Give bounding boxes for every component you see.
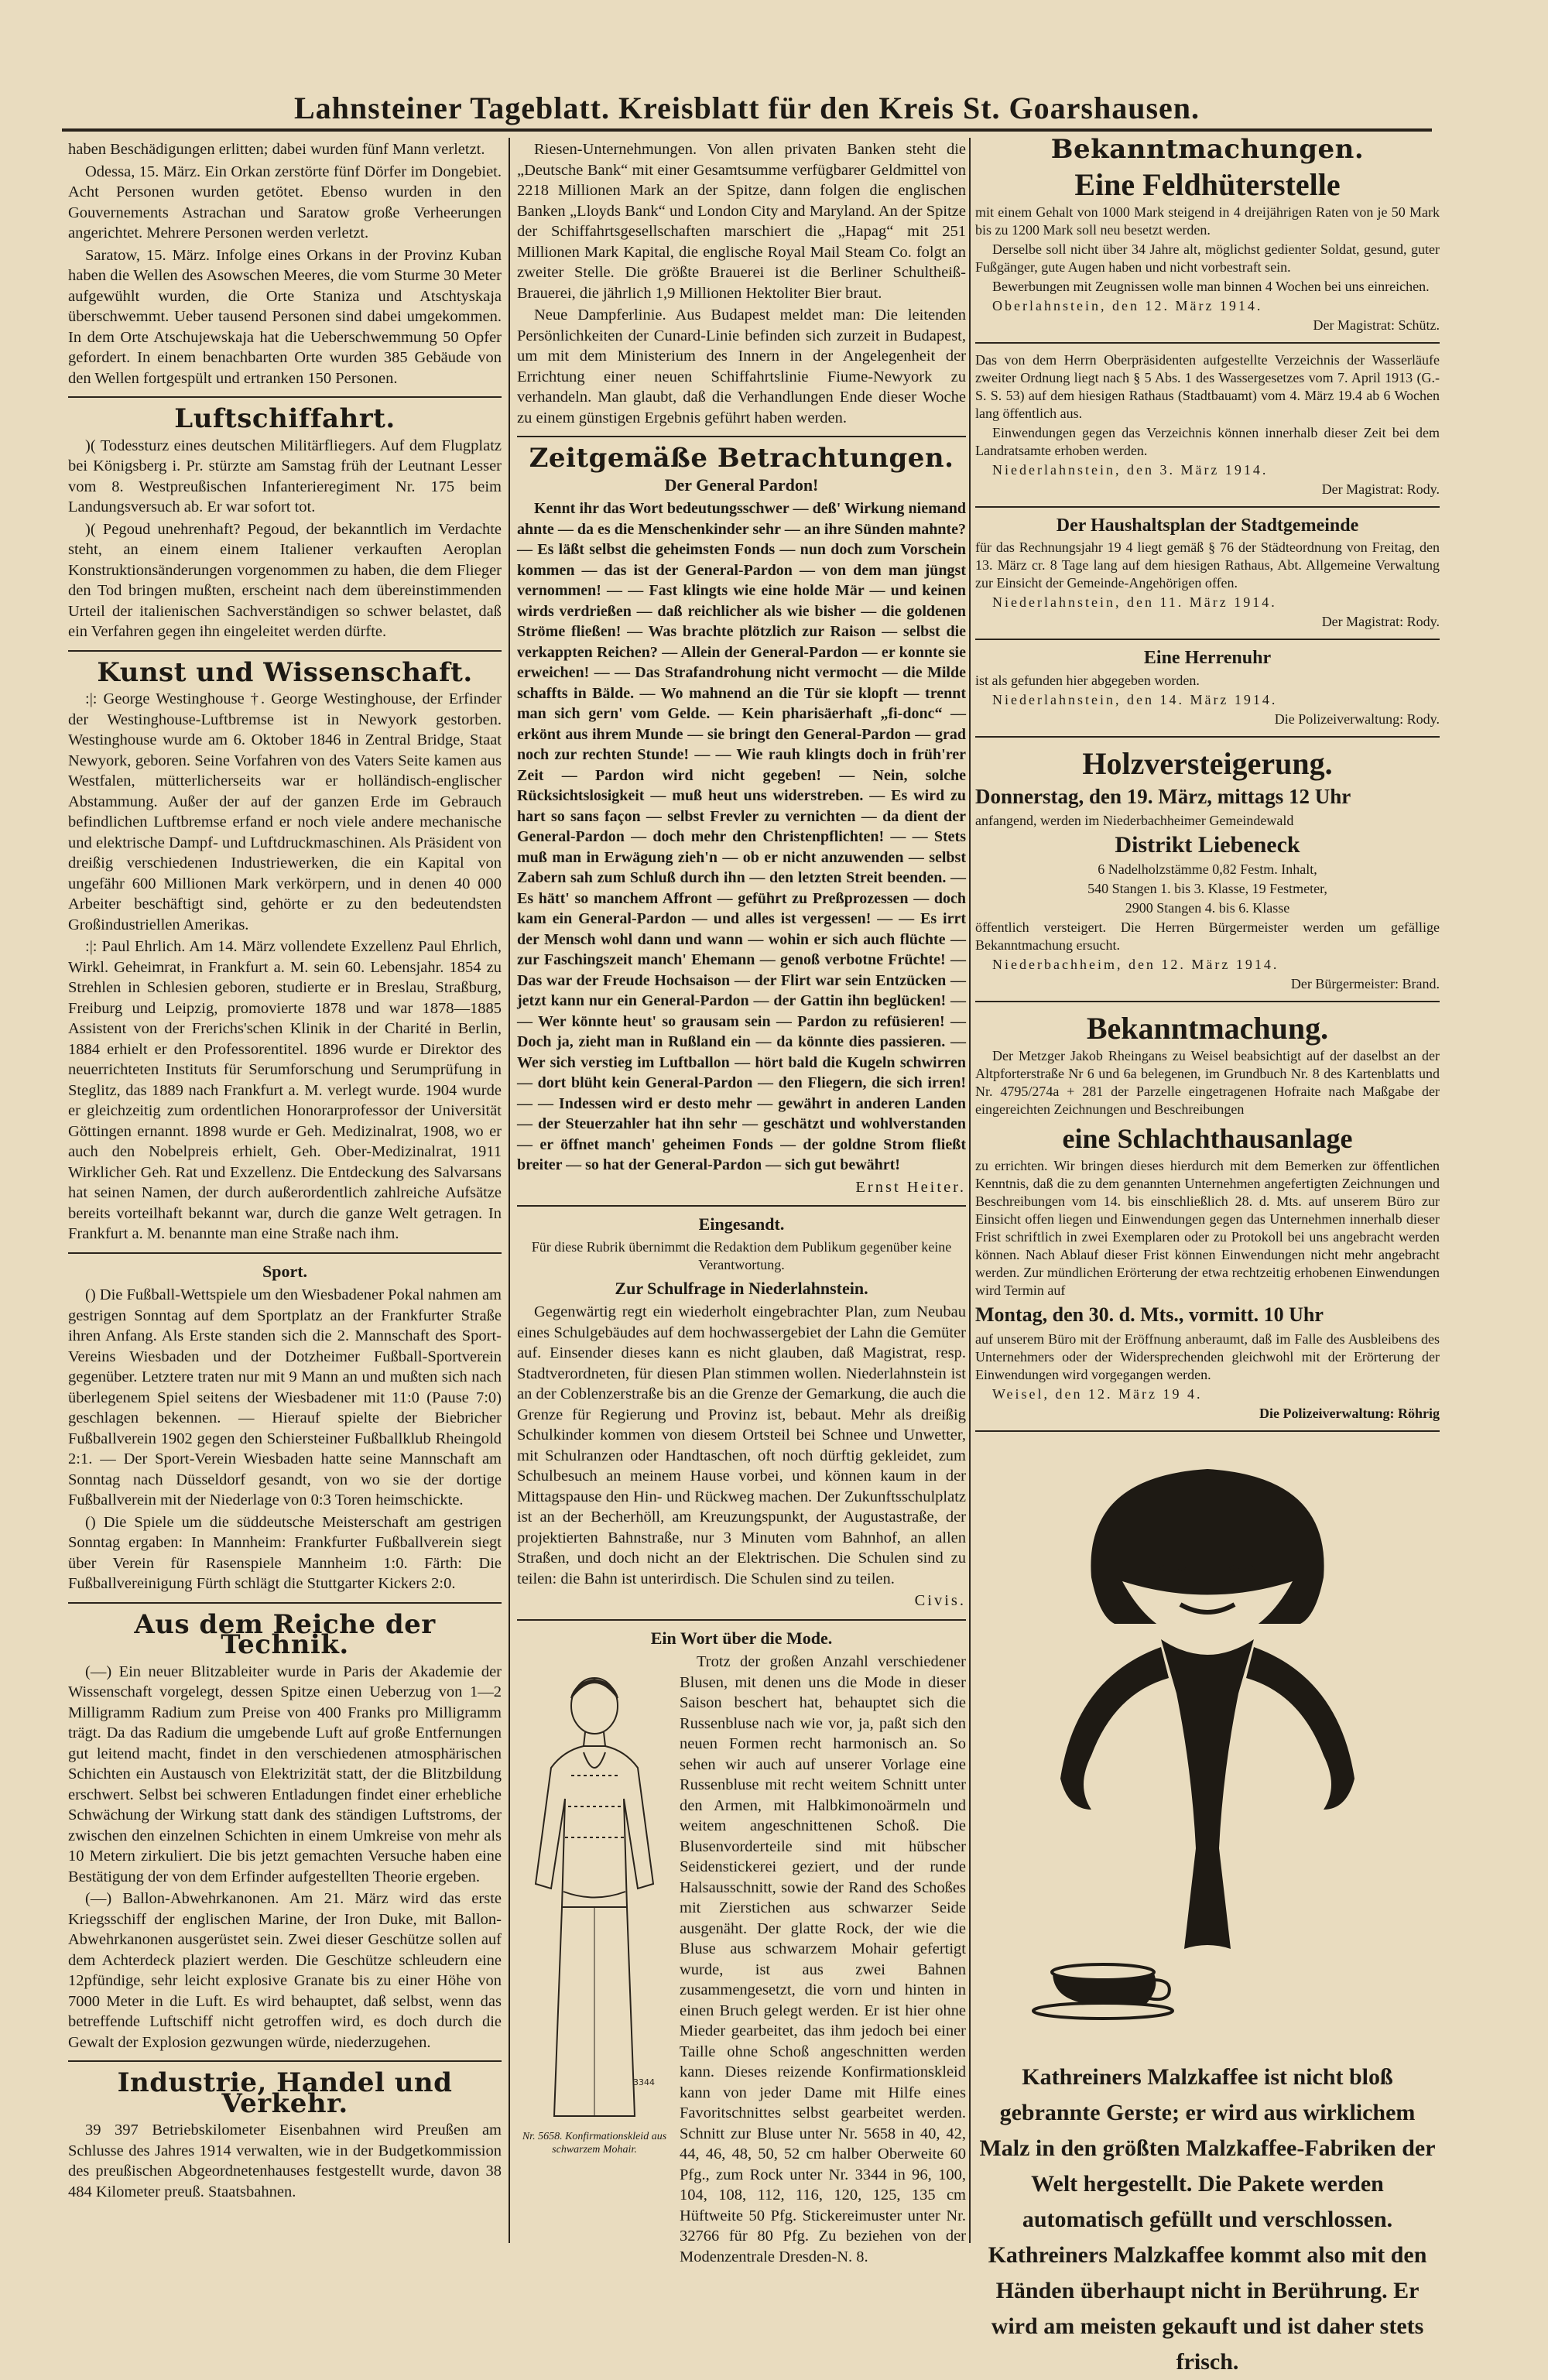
section-heading-kunst: Kunst und Wissenschaft. — [68, 663, 502, 683]
dress-illustration — [517, 1652, 672, 2124]
notice-date: Oberlahnstein, den 12. März 1914. — [975, 297, 1440, 315]
notice-holz-title: Holzversteigerung. — [975, 745, 1440, 782]
notice-text: ist als gefunden hier abgegeben worden. — [975, 672, 1440, 690]
article-paragraph: (—) Ein neuer Blitzableiter wurde in Paris der Akademie der Wissenschaft vorgelegt, dessen Spitze einen Ueberzug von 1—2 Milligramm Radium zum Preise von 400 Franks pro Milligramm trägt. Da das Radium die umgebende Luft auf große Entfernungen gut leitend macht, findet in den verschiedenen atmosphärischen Schichten ein Austausch von Elektrizität statt, der die Blitzbildung erschwert. Selbst bei schweren Entladungen findet einer erhebliche Schwächung der Wirkung statt dank des ständigen Luftstroms, der zwischen den einzelnen Schichten in einem Umkreise von mehr als 10 Metern zirkuliert. Die bis jetzt gemachten Versuche haben eine Bestätigung der von dem Erfinder aufgestellten Theorie ergeben. — [68, 1662, 502, 1888]
article-paragraph: (—) Ballon-Abwehrkanonen. Am 21. März wird das erste Kriegsschiff der englischen Marine, der Iron Duke, mit Ballon-Abwehrkanonen ausgerüstet sein. Zwei dieser Geschütze sollen auf dem Achterdeck plaziert werden. Die Geschütze schleudern eine 12pfündige, sehr leicht explosive Granate bis zu einer Höhe von 7000 Meter in die Luft. Es wird behauptet, daß selbst, wenn das betreffende Luftschiff nicht getroffen wird, es doch durch die Gewalt der Explosion gezwungen würde, niederzugehen. — [68, 1889, 502, 2053]
kathreiner-ad-text: Kathreiners Malzkaffee ist nicht bloß gebrannte Gerste; er wird aus wirklichem Malz in den größten Malzkaffee-Fabriken der Welt hergestellt. Die Pakete werden automatisch gefüllt und verschlossen. Kathreiners Malzkaffee kommt also mit den Händen überhaupt nicht in Berührung. Er wird am meisten gekauft und ist daher stets frisch. — [975, 2060, 1440, 2380]
editorial-note: Für diese Rubrik übernimmt die Redaktion dem Publikum gegenüber keine Verantwortung. — [517, 1238, 966, 1274]
notice-list-item: 540 Stangen 1. bis 3. Klasse, 19 Festmeter, — [975, 880, 1440, 898]
notice-termin: Montag, den 30. d. Mts., vormitt. 10 Uhr — [975, 1301, 1440, 1329]
notice-date: Niederlahnstein, den 11. März 1914. — [975, 594, 1440, 611]
svg-text:3344: 3344 — [633, 2077, 655, 2087]
kathreiner-figure-illustration — [1006, 1446, 1409, 2050]
letter-text: Gegenwärtig regt ein wiederholt eingebrachter Plan, zum Neubau eines Schulgebäudes auf dem hochwassergebiet der Lahn die Gemüter auf. Einsender dieses kann es nicht glauben, daß Magistrat, resp. Stadtverordneten, für diesen Plan stimmen wollen. Niederlahnstein ist an der Coblenzerstraße bis an die Grenze der Gemarkung, die auch die Grenze für Regierung und Provinz ist, bebaut. Mehr als dreißig Schulkinder kommen von diesem Ortsteil bei Schnee und Unwetter, mit Schulranzen oder Handtaschen, oft noch dürftig gekleidet, zum Schulbesuch an meinem Hause vorbei, und können kaum in der Mittagspause den Hin- und Rückweg machen. Der Zukunftsschulplatz ist an der Becherhöll, am Kreuzungspunkt, der Augustastraße, der projektierten Bahnstraße, nur 3 Minuten vom Bahnhof, an allen Straßen, und doch nicht an der Elektrischen. Die Schulen sind zu teilen: die Bahn ist unterirdisch. Die Schulen sind zu teilen. — [517, 1302, 966, 1589]
separator — [975, 1430, 1440, 1432]
masthead: Lahnsteiner Tageblatt. Kreisblatt für den Kreis St. Goarshausen. — [62, 90, 1432, 126]
notice-signature: Der Bürgermeister: Brand. — [975, 975, 1440, 993]
fashion-article — [517, 1652, 966, 2269]
separator — [975, 1001, 1440, 1002]
notice-text: Das von dem Herrn Oberpräsidenten aufgestellte Verzeichnis der Wasserläufe zweiter Ordnung liegt nach § 5 Abs. 1 des Wassergesetzes vom 7. April 1913 (G.-S. S. 53) auf dem hiesigen Rathaus (Stadtbauamt) vom 4. März 19.4 ab 6 Wochen lang öffentlich aus. — [975, 351, 1440, 423]
article-paragraph: Riesen-Unternehmungen. Von allen privaten Banken steht die „Deutsche Bank“ mit einer Gesamtsumme verfügbarer Geldmittel von 2218 Millionen Mark an der Spitze, dann folgen die englischen Banken „Lloyds Bank“ und London City and Maryland. An der Spitze der Schiffahrtsgesellschaften marschiert die „Hapag“ mit 251 Millionen Mark Kapital, die englische Royal Mail Steam Co. folgt an zweiter Stelle. Die größte Brauerei ist die Berliner Schultheiß-Brauerei, die jährlich 1,9 Millionen Hektoliter Bier braut. — [517, 139, 966, 303]
section-heading-luftschiffahrt: Luftschiffahrt. — [68, 409, 502, 430]
article-paragraph: haben Beschädigungen erlitten; dabei wurden fünf Mann verletzt. — [68, 139, 502, 160]
article-paragraph: () Die Fußball-Wettspiele um den Wiesbadener Pokal nahmen am gestrigen Sonntag auf dem Sportplatz an der Frankfurter Straße ihren Anfang. Als Erste standen sich die 2. Mannschaft des Sport-Vereins Wiesbaden und der Dotzheimer Fußball-Sportverein gegenüber. Letztere traten nur mit 9 Mann an und mußten sich nach überlegenem Spiel seitens der Wiesbadener mit 11:0 (Pause 7:0) geschlagen bekennen. — Hierauf spielte der Biebricher Fußballverein 1902 gegen den Schiersteiner Fußballklub Rheingold 2:1. — Der Sport-Verein Wiesbaden hatte seine Mannschaft am Sonntag nach Düsseldorf gesandt, von wo sie der dortige Fußballverein mit der Niederlage von 0:3 Toren heimschickte. — [68, 1285, 502, 1511]
notice-date: Niederlahnstein, den 3. März 1914. — [975, 461, 1440, 479]
section-heading-technik: Aus dem Reiche der Technik. — [68, 1615, 502, 1656]
notice-text: Bewerbungen mit Zeugnissen wolle man binnen 4 Wochen bei uns einreichen. — [975, 278, 1440, 296]
separator — [975, 342, 1440, 344]
section-heading-mode: Ein Wort über die Mode. — [517, 1628, 966, 1649]
notice-text: mit einem Gehalt von 1000 Mark steigend in 4 dreijährigen Raten von je 50 Mark bis zu 1200 Mark soll neu besetzt werden. — [975, 204, 1440, 239]
column-right — [975, 139, 1440, 2252]
section-heading-sport: Sport. — [68, 1262, 502, 1282]
separator — [517, 1619, 966, 1621]
section-heading-zeitgemaesse: Zeitgemäße Betrachtungen. — [517, 448, 966, 469]
notice-signature: Die Polizeiverwaltung: Rody. — [975, 711, 1440, 728]
notice-schlacht-big: eine Schlachthausanlage — [975, 1120, 1440, 1157]
notice-date: Niederbachheim, den 12. März 1914. — [975, 956, 1440, 974]
notice-schlacht-title: Bekanntmachung. — [975, 1010, 1440, 1047]
separator — [68, 396, 502, 398]
column-rule-2 — [969, 138, 971, 2243]
article-paragraph: Neue Dampferlinie. Aus Budapest meldet man: Die leitenden Persönlichkeiten der Cunard-Linie befinden sich zurzeit in Budapest, um mit dem Ministerium des Innern in der Angelegenheit der Errichtung einer neuen Schiffahrtslinie Fiume-Newyork zu verhandeln. Man glaubt, daß die Verhandlungen Ende dieser Woche zu einem günstigen Ergebnis geführt haben werden. — [517, 305, 966, 428]
article-paragraph: () Die Spiele um die süddeutsche Meisterschaft am gestrigen Sonntag ergaben: In Mannheim: Frankfurter Fußballverein siegt über Verein für Rasenspiele Mannheim 1:0. Färth: Die Fußballvereinigung Fürth schlägt die Stuttgarter Kickers 2:0. — [68, 1512, 502, 1594]
article-paragraph: Saratow, 15. März. Infolge eines Orkans in der Provinz Kuban haben die Wellen des Asowschen Meeres, die vom Sturme 30 Meter aufgewühlt wurden, die Orte Staniza und Atschtyskaja überschwemmt. Ueber tausend Personen sind dabei umgekommen. In dem Orte Atschujewskaja hat die Ueberschwemmung 50 Opfer gefordert. In einem benachbarten Orte wurden 385 Gebäude von den Wellen fortgespült und ertranken 150 Personen. — [68, 245, 502, 389]
notice-text: auf unserem Büro mit der Eröffnung anberaumt, daß im Falle des Ausbleibens des Unternehmers oder der Widersprechenden gleichwohl mit der Erörterung der Einwendungen wird vorgegangen werden. — [975, 1330, 1440, 1384]
notice-distrikt: Distrikt Liebeneck — [975, 831, 1440, 859]
notice-signature: Der Magistrat: Rody. — [975, 613, 1440, 631]
article-paragraph: )( Todessturz eines deutschen Militärfliegers. Auf dem Flugplatz bei Königsberg i. Pr. stürzte am Samstag früh der Leutnant Lesser vom 8. Westpreußischen Infanterieregiment Nr. 175 beim Landungsversuch ab. Er war sofort tot. — [68, 436, 502, 518]
separator — [975, 736, 1440, 738]
separator — [68, 1252, 502, 1254]
figure-caption: Nr. 5658. Konfirmationskleid aus schwarzem Mohair. — [517, 2130, 672, 2156]
separator — [975, 639, 1440, 640]
poem-text: Kennt ihr das Wort bedeutungsschwer — deß' Wirkung niemand ahnte — da es die Menschenkinder sehr — an ihre Sünden mahnte? — Es läßt selbst die geheimsten Fonds — nun doch zum Vorschein kommen — das ist der General-Pardon — von dem man jüngst vernommen! — — Fast klingts wie eine holde Mär — und keinen wirds verdrießen — daß reichlicher als wie bisher — die goldenen Ströme fließen! — Was brachte plötzlich zur Raison — selbst die verkappten Reichen? — Allein der General-Pardon — er konnte sie erweichen! — — Das Strafandrohung nicht vermocht — die Milde schaffts in Bälde. — Wo mahnend an die Tür sie klopft — trennt man sich gern' vom Gelde. — Kein pharisäerhaft „fi-donc“ — erkönt aus ihrem Munde — sie bringt den General-Pardon — grad noch zur rechten Stunde! — — Wie rauh klingts doch in früh'rer Zeit — Pardon wird nicht gegeben! — Nein, solche Rücksichtslosigkeit — muß heut uns widerstreben. — Es wird zu hart so sans façon — selbst Frevler zu vernichten — da dient der General-Pardon — doch mehr den Christenpflichten! — — Stets muß man in Erwägung zieh'n — ob er nicht anzuwenden — selbst Zabern sah zum Schluß durch ihn — den letzten Streit beenden. — Es hätt' so manchem Affront — geführt zu Preßprozessen — doch kam ein General-Pardon — und alles ist vergessen! — — Es irrt der Mensch wohl dann und wann — wohin er sich auch flüchte — zur Faschingszeit manch' Ehemann — genoß verbotne Früchte! — Das war der Freude Hochsaison — der Flirt war sein Entzücken — jetzt kann nur ein General-Pardon — der Gattin ihn beglücken! — — Wer könnte heut' so grausam sein — Pardon zu refüsieren! — Doch ja, zieht man in Rußland ein — da könnte dies passieren. — Wer sich verstieg im Luftballon — hört bald die Kugeln schwirren — dort blüht kein General-Pardon — den Fliegern, die sich irren! — — Indessen wird er desto mehr — gewährt in anderen Landen — der Steuerzahler hat ihn sehr — geschätzt und wohlverstanden — er öffnet manch' geheimen Fonds — der goldne Strom fließt breiter — so hat der General-Pardon — sich gut bewährt! — [517, 498, 966, 1176]
notice-herrenuhr-title: Eine Herrenuhr — [975, 648, 1440, 669]
section-heading-bekanntmachungen: Bekanntmachungen. — [975, 139, 1440, 160]
notice-signature: Die Polizeiverwaltung: Röhrig — [975, 1405, 1440, 1423]
poem-title: Der General Pardon! — [517, 475, 966, 496]
separator — [517, 436, 966, 437]
section-heading-eingesandt: Eingesandt. — [517, 1214, 966, 1235]
separator — [68, 2060, 502, 2062]
letter-title: Zur Schulfrage in Niederlahnstein. — [517, 1279, 966, 1300]
column-rule-1 — [509, 138, 510, 2243]
separator — [517, 1205, 966, 1207]
poem-signature: Ernst Heiter. — [517, 1177, 966, 1198]
notice-date: Weisel, den 12. März 19 4. — [975, 1385, 1440, 1403]
notice-text: Der Metzger Jakob Rheingans zu Weisel beabsichtigt auf der daselbst an der Altpforterstraße Nr 6 und 6a belegenen, im Grundbuch Nr. 8 des Kartenblatts und Nr. 4795/274a + 281 der Parzelle eingetragenen Hofraite nach Maßgabe der eingereichten Zeichnungen und Beschreibungen — [975, 1047, 1440, 1118]
section-heading-industrie: Industrie, Handel und Verkehr. — [68, 2073, 502, 2114]
masthead-rule — [62, 128, 1432, 132]
notice-text: anfangend, werden im Niederbachheimer Gemeindewald — [975, 812, 1440, 830]
notice-text: für das Rechnungsjahr 19 4 liegt gemäß § 76 der Städteordnung von Freitag, den 13. März cr. 8 Tage lang auf dem hiesigen Rathaus, Abt. Allgemeine Verwaltung zur Einsicht der Gemeinde-Angehörigen offen. — [975, 539, 1440, 592]
notice-holz-date: Donnerstag, den 19. März, mittags 12 Uhr — [975, 782, 1440, 810]
article-paragraph: )( Pegoud unehrenhaft? Pegoud, der bekanntlich im Verdachte steht, an einem einem Italiener verkauften Aeroplan Konstruktionsänderungen vorgenommen zu haben, die dem Flieger den Tod bringen mußten, erscheint nach dem übereinstimmenden Urteil der italienischen Sachverständigen so schwer belastet, daß ein Verfahren gegen ihn eingeleitet werden dürfte. — [68, 519, 502, 642]
article-paragraph: :|: Paul Ehrlich. Am 14. März vollendete Exzellenz Paul Ehrlich, Wirkl. Geheimrat, in Frankfurt a. M. sein 60. Lebensjahr. 1854 zu Strehlen in Schlesien geboren, studierte er in Breslau, Straßburg, Freiburg und Leipzig, promovierte 1878 und war 1878—1885 Assistent von der Frerichs'schen Klinik in der Charité in Berlin, 1884 erhielt er den Professorentitel. 1896 wurde er Direktor des neuerrichteten Instituts für Serumforschung und Serumprüfung in Steglitz, das 1889 nach Frankfurt a. M. verlegt wurde. 1904 wurde er gleichzeitig zum ordentlichen Honorarprofessor der Universität Göttingen ernannt. 1898 wurde er Geh. Medizinalrat, 1908, wo er auch den Nobelpreis erhielt, Geh. Ober-Medizinalrat, 1911 Wirklicher Geh. Rat und Exzellenz. Die Entdeckung des Salvarsans hat seinen Namen, der durch außerordentlich zahlreiche Aufsätze bereits vorteilhaft bekannt war, durch die ganze Welt getragen. In Frankfurt a. M. benannte man eine Straße nach ihm. — [68, 937, 502, 1245]
article-paragraph: Odessa, 15. März. Ein Orkan zerstörte fünf Dörfer im Dongebiet. Acht Personen wurden getötet. Ebenso wurden in den Gouvernements Astrachan und Saratow große Verheerungen angerichtet. Mehrere Personen werden verletzt. — [68, 162, 502, 244]
letter-signature: Civis. — [517, 1591, 966, 1611]
notice-list-item: 6 Nadelholzstämme 0,82 Festm. Inhalt, — [975, 861, 1440, 878]
article-paragraph: 39 397 Betriebskilometer Eisenbahnen wird Preußen am Schlusse des Jahres 1914 verwalten, wie in der Budgetkommission des preußischen Abgeordnetenhauses festgestellt wurde, davon 38 484 Kilometer preuß. Staatsbahnen. — [68, 2120, 502, 2202]
notice-date: Niederlahnstein, den 14. März 1914. — [975, 691, 1440, 709]
article-paragraph: :|: George Westinghouse †. George Westinghouse, der Erfinder der Westinghouse-Luftbremse ist in Newyork gestorben. Westinghouse wurde am 6. Oktober 1846 in Zentral Bridge, Staat Newyork, geboren. Seine Vorfahren von des Vaters Seite kamen aus Westfalen, mütterlicherseits war er holländisch-englischer Abstammung. Außer der auf der ganzen Erde im Gebrauch befindlichen Luftbremse erfand er noch viele andere mechanische und elektrische Dampf- und Luftdruckmaschinen. Als Präsident von dreißig verschiedenen Industriewerken, die ein Kapital von ungefähr 600 Millionen Mark verkörpern, und in denen 40 000 Arbeiter beschäftigt sind, gehörte er zu den bedeutendsten Großindustriellen Amerikas. — [68, 689, 502, 935]
column-left — [68, 139, 502, 2252]
fashion-text — [680, 1652, 966, 2269]
separator — [68, 650, 502, 652]
notice-haushalt-title: Der Haushaltsplan der Stadtgemeinde — [975, 515, 1440, 536]
separator — [975, 506, 1440, 508]
kathreiner-ad — [975, 1446, 1440, 2380]
notice-text: öffentlich versteigert. Die Herren Bürgermeister werden um gefällige Bekanntmachung ersucht. — [975, 919, 1440, 954]
notice-signature: Der Magistrat: Schütz. — [975, 317, 1440, 334]
notice-list-item: 2900 Stangen 4. bis 6. Klasse — [975, 899, 1440, 917]
notice-text: Derselbe soll nicht über 34 Jahre alt, möglichst gedienter Soldat, gesund, guter Fußgänger, gute Augen haben und nicht vorbestraft sein. — [975, 241, 1440, 276]
separator — [68, 1602, 502, 1604]
column-middle — [517, 139, 966, 2252]
fashion-figure — [517, 1652, 672, 2269]
notice-text: zu errichten. Wir bringen dieses hierdurch mit dem Bemerken zur öffentlichen Kenntnis, daß die zu dem genannten Unternehmen angefertigten Zeichnungen und Beschreibungen vom 14. bis einschließlich 28. d. Mts. auf unserem Büro zur Einsicht offen liegen und Einwendungen gegen das Unternehmen innerhalb dieser Frist schriftlich in zwei Exemplaren oder zu Protokoll bei uns angebracht werden können. Nach Ablauf dieser Frist können Einwendungen nicht mehr angebracht werden. Zur mündlichen Erörterung der etwa rechtzeitig erhobenen Einwendungen wird Termin auf — [975, 1157, 1440, 1300]
notice-text: Einwendungen gegen das Verzeichnis können innerhalb dieser Zeit bei dem Landratsamte erhoben werden. — [975, 424, 1440, 460]
article-paragraph: Trotz der großen Anzahl verschiedener Blusen, mit denen uns die Mode in dieser Saison beschert hat, behauptet sich die Russenbluse nach wie vor, ja, paßt sich den neuen Formen recht harmonisch an. So sehen wir auch auf unserer Vorlage eine Russenbluse mit recht weitem Schnitt unter den Armen, mit Halbkimonoärmeln und weitem angeschnittenen Schoß. Die Blusenvorderteile sind mit hübscher Seidenstickerei geziert, und der runde Halsausschnitt, sowie der Rand des Schoßes mit Zierstichen aus schwarzer Seide ausgenäht. Der glatte Rock, der wie die Bluse aus schwarzem Mohair gefertigt wurde, ist aus zwei Bahnen zusammengesetzt, die vorn und hinten in einen Bruch gelegt werden. Er ist hier ohne Mieder gearbeitet, das ihm jedoch bei einer Taille ohne Schoß angeschnitten werden kann. Dieses reizende Konfirmationskleid kann von jeder Dame mit Hilfe eines Favoritschnittes selbst gearbeitet werden. Schnitt zur Bluse unter Nr. 5658 in 40, 42, 44, 46, 48, 50, 52 cm halber Oberweite 60 Pfg., zum Rock unter Nr. 3344 in 96, 100, 104, 108, 112, 116, 120, 125, 135 cm Hüftweite 50 Pfg. Stickereimuster unter Nr. 32766 für 80 Pfg. Zu beziehen von der Modenzentrale Dresden-N. 8. — [680, 1652, 966, 2267]
notice-feldhueter-title: Eine Feldhüterstelle — [975, 166, 1440, 204]
notice-signature: Der Magistrat: Rody. — [975, 481, 1440, 498]
